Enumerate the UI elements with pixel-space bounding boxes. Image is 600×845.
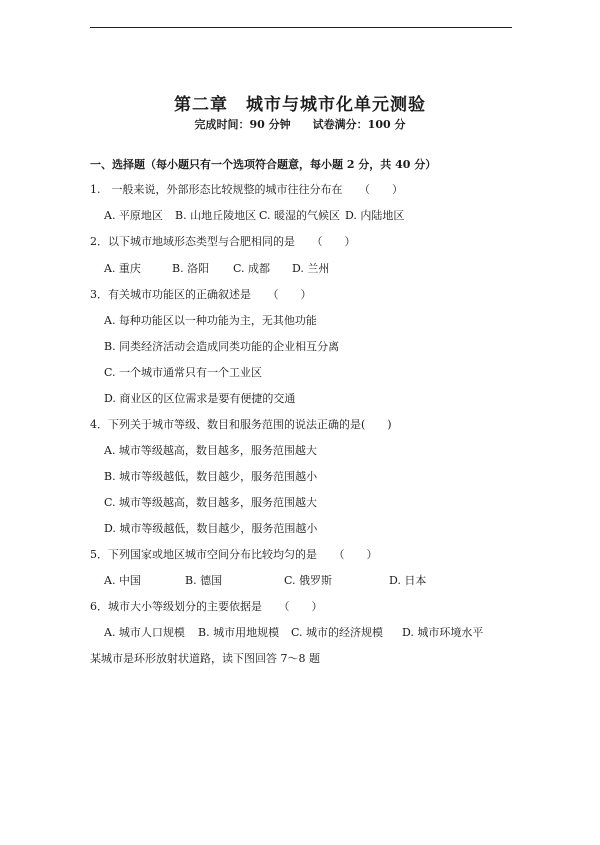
reading-instruction: 某城市是环形放射状道路，读下图回答 7～8 题	[90, 652, 320, 665]
exam-info: 完成时间：90 分钟 试卷满分：100 分	[194, 118, 406, 131]
question-option: B. 城市等级越低，数目越少，服务范围越小	[104, 470, 318, 483]
page-title: 第二章 城市与城市化单元测验	[174, 95, 426, 115]
question-option: D. 商业区的区位需求是要有便捷的交通	[104, 392, 296, 405]
question-option: D. 城市环境水平	[402, 626, 484, 639]
question-option: C. 暖湿的气候区	[259, 209, 341, 222]
question-option: A. 重庆	[104, 262, 141, 275]
question-stem: 6．城市大小等级划分的主要依据是 （ ）	[90, 600, 323, 613]
question-option: A. 城市等级越高，数目越多，服务范围越大	[104, 444, 317, 457]
question-option: A. 城市人口规模	[104, 626, 185, 639]
question-option: B. 洛阳	[172, 262, 210, 275]
question-option: B. 德国	[185, 574, 223, 587]
question-option: B. 山地丘陵地区	[175, 209, 257, 222]
question-option: D. 日本	[389, 574, 427, 587]
section-heading: 一、选择题（每小题只有一个选项符合题意，每小题 2 分，共 40 分）	[90, 158, 437, 171]
question-option: A. 平原地区	[104, 209, 163, 222]
question-option: D. 城市等级越低，数目越少，服务范围越小	[104, 522, 318, 535]
question-option: C. 一个城市通常只有一个工业区	[104, 366, 263, 379]
question-option: B. 同类经济活动会造成同类功能的企业相互分离	[104, 340, 340, 353]
question-stem: 5．下列国家或地区城市空间分布比较均匀的是 （ ）	[90, 548, 378, 561]
question-option: A. 中国	[104, 574, 141, 587]
question-stem: 4．下列关于城市等级、数目和服务范围的说法正确的是( )	[90, 418, 392, 431]
question-option: C. 俄罗斯	[284, 574, 333, 587]
question-option: D. 兰州	[292, 262, 330, 275]
question-stem: 3．有关城市功能区的正确叙述是 （ ）	[90, 288, 312, 301]
question-option: C. 城市等级越高，数目越多，服务范围越大	[104, 496, 318, 509]
header-rule	[90, 27, 512, 28]
question-option: A. 每种功能区以一种功能为主，无其他功能	[104, 314, 317, 327]
question-stem: 2．以下城市地域形态类型与合肥相同的是 （ ）	[90, 235, 356, 248]
question-stem: 1. 一般来说，外部形态比较规整的城市往往分布在 （ ）	[90, 183, 403, 196]
question-option: C. 成都	[233, 262, 271, 275]
question-option: D. 内陆地区	[345, 209, 405, 222]
question-option: B. 城市用地规模	[198, 626, 280, 639]
question-option: C. 城市的经济规模	[291, 626, 384, 639]
